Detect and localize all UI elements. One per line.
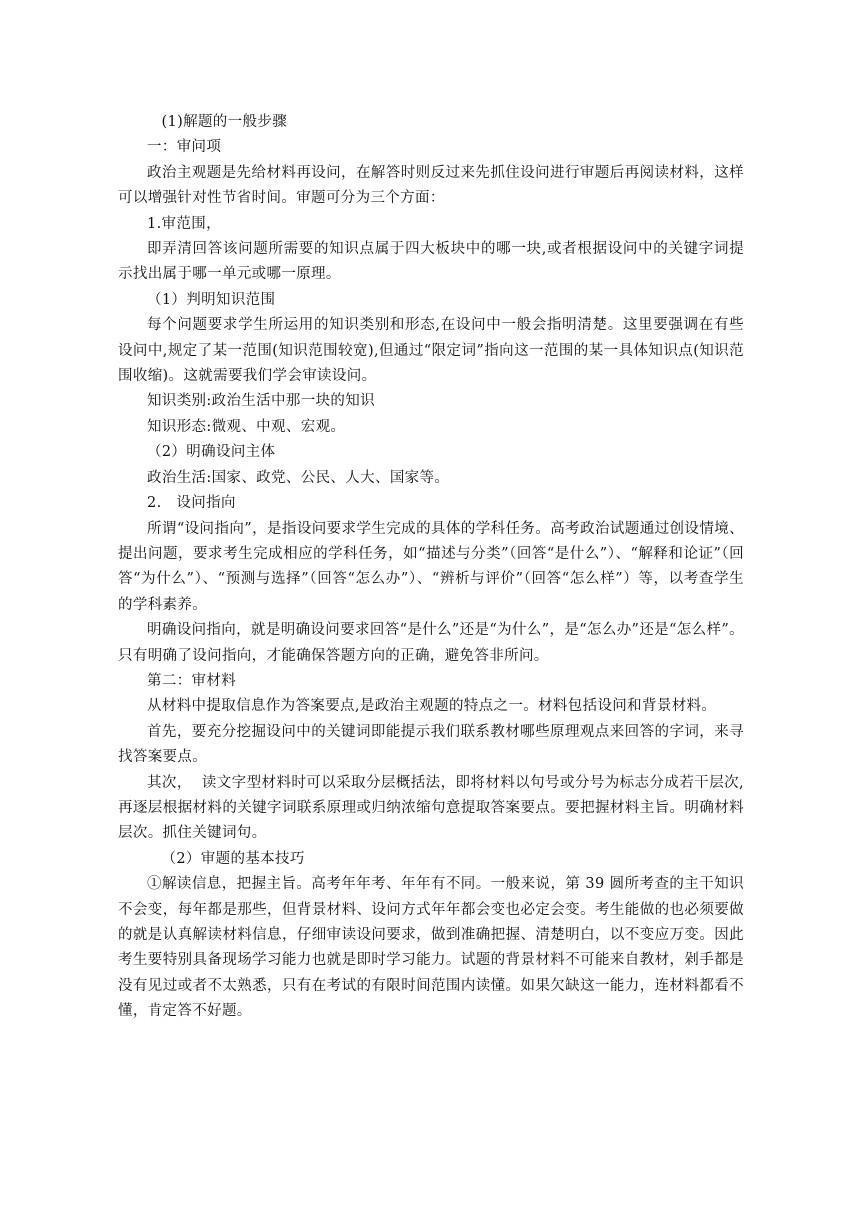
- body-paragraph: 政治主观题是先给材料再设问，在解答时则反过来先抓住设问进行审题后再阅读材料，这样可以增强针对性节省时间。审题可分为三个方面：: [118, 164, 744, 207]
- techniques-heading: （2）审题的基本技巧: [161, 850, 305, 867]
- document-body: [118, 110, 744, 1025]
- body-paragraph: 首先，要充分挖掘设问中的关键词即能提示我们联系教材哪些原理观点来回答的字词，来寻找答案要点。: [118, 723, 744, 766]
- body-paragraph: 即弄清回答该问题所需要的知识点属于四大板块中的哪一块,或者根据设问中的关键字词提示找出属于哪一单元或哪一原理。: [118, 241, 744, 283]
- section-heading-material-review: 第二：审材料: [147, 672, 237, 689]
- body-paragraph: ①解读信息，把握主旨。高考年年考、年年有不同。一般来说，第 39 圆所考查的主干知识不会变，每年都是那些，但背景材料、设问方式年年都会变也必定会变。考生能做的也必须要做的就是认真解读材料信息，仔细审读设问要求，做到准确把握、清楚明白，以不变应万变。因此考生要特别具备现场学习能力也就是即时学习能力。试题的背景材料不可能来自教材，剁手都是没有见过或者不太熟悉，只有在考试的有限时间范围内读懂。如果欠缺这一能力，连材料都看不懂，肯定答不好题。: [118, 876, 744, 1020]
- body-paragraph: 从材料中提取信息作为答案要点,是政治主观题的特点之一。材料包括设问和背景材料。: [147, 698, 717, 715]
- political-life-line: 政治生活:国家、政党、公民、人大、国家等。: [147, 469, 450, 486]
- subheading-question-subject: （2）明确设问主体: [147, 444, 276, 461]
- subheading-knowledge-scope: （1）判明知识范围: [147, 291, 276, 308]
- body-paragraph: 其次， 读文字型材料时可以采取分层概括法，即将材料以句号或分号为标志分成若干层次,再逐层根据材料的关键字词联系原理或归纳浓缩句意提取答案要点。要把握材料主旨。明确材料层次。抓住关键词句。: [118, 774, 744, 842]
- subsection-heading-direction: 2. 设问指向: [147, 495, 236, 512]
- body-paragraph: 每个问题要求学生所运用的知识类别和形态,在设问中一般会指明清楚。这里要强调在有些设问中,规定了某一范围(知识范围较宽),但通过“限定词”指向这一范围的某一具体知识点(知识范围收缩)。这就需要我们学会审读设问。: [118, 317, 744, 385]
- subsection-heading-scope: 1.审范围，: [147, 215, 221, 232]
- knowledge-category-line: 知识类别:政治生活中那一块的知识: [147, 393, 375, 410]
- section-heading-question-review: 一：审问项: [147, 139, 222, 156]
- knowledge-form-line: 知识形态:微观、中观、宏观。: [147, 418, 346, 435]
- body-paragraph: 明确设问指向，就是明确设问要求回答“是什么”还是“为什么”，是“怎么办”还是“怎么样”。只有明确了设问指向，才能确保答题方向的正确，避免答非所问。: [118, 622, 744, 664]
- body-paragraph: 所谓“设问指向”，是指设问要求学生完成的具体的学科任务。高考政治试题通过创设情境、提出问题，要求考生完成相应的学科任务，如“描述与分类”（回答“是什么”）、“解释和论证”（回答“为什么”）、“预测与选择”（回答“怎么办”）、“辨析与评价”（回答“怎么样”）等，以考查学生的学科素养。: [118, 520, 744, 613]
- step-heading: (1)解题的一般步骤: [161, 114, 288, 130]
